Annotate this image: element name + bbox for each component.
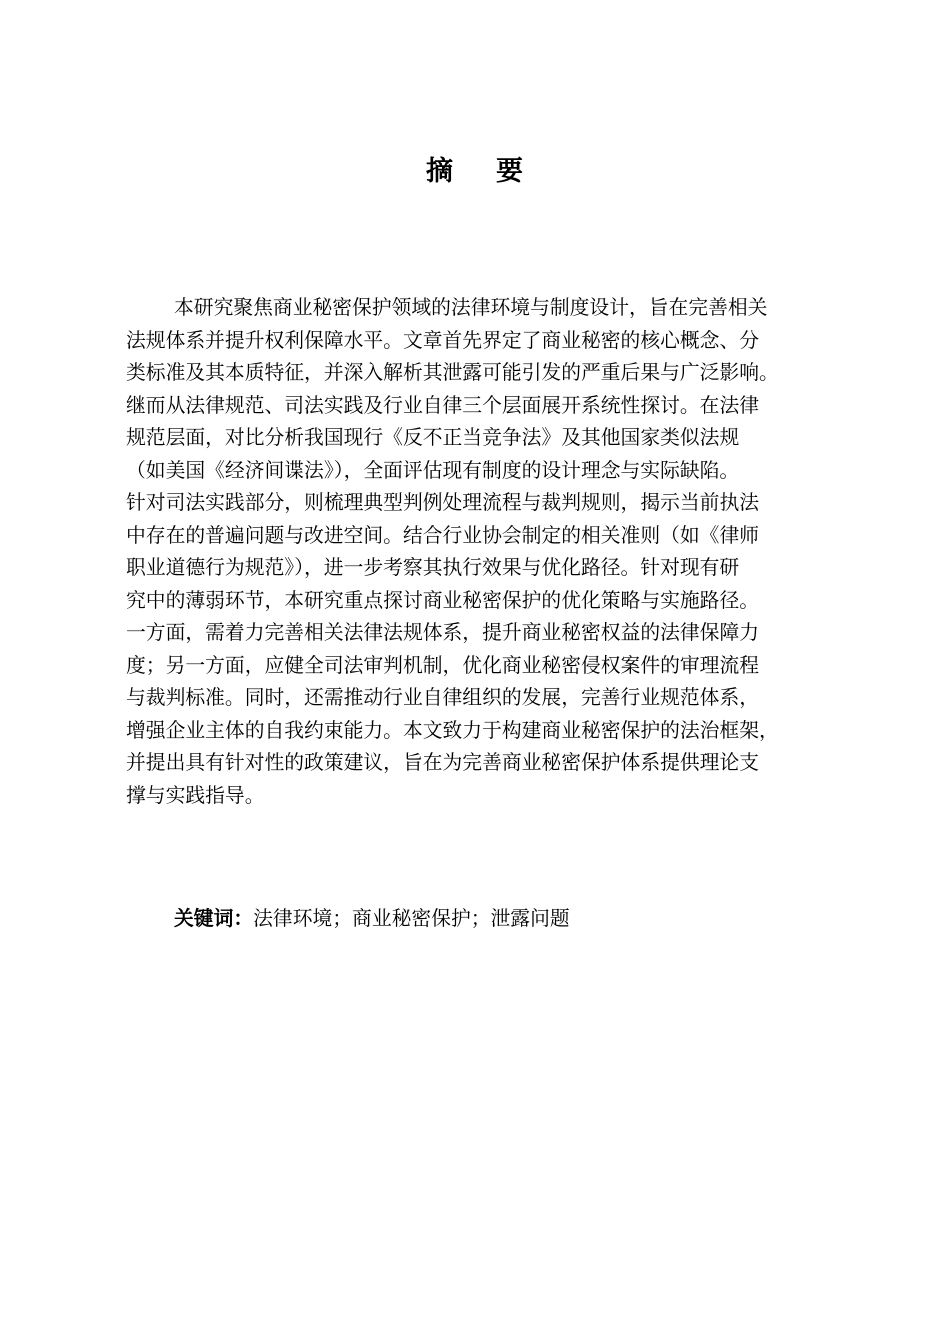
keywords-text: 法律环境；商业秘密保护；泄露问题 (253, 907, 570, 930)
abstract-line: 中存在的普遍问题与改进空间。结合行业协会制定的相关准则（如《律师 (126, 523, 760, 547)
abstract-line: 继而从法律规范、司法实践及行业自律三个层面展开系统性探讨。在法律 (126, 393, 760, 417)
abstract-line: 本研究聚焦商业秘密保护领域的法律环境与制度设计，旨在完善相关 (174, 296, 768, 319)
abstract-title-char-1: 摘 (426, 156, 454, 187)
abstract-line: 增强企业主体的自我约束能力。本文致力于构建商业秘密保护的法治框架， (126, 718, 779, 742)
abstract-line: 并提出具有针对性的政策建议，旨在为完善商业秘密保护体系提供理论支 (126, 751, 760, 774)
keywords-label: 关键词： (174, 907, 254, 930)
keywords-line (174, 902, 570, 936)
abstract-line: 撑与实践指导。 (126, 783, 265, 807)
abstract-line: 究中的薄弱环节，本研究重点探讨商业秘密保护的优化策略与实施路径。 (126, 588, 760, 612)
abstract-line: 一方面，需着力完善相关法律法规体系，提升商业秘密权益的法律保障力 (126, 621, 760, 644)
abstract-line: 针对司法实践部分，则梳理典型判例处理流程与裁判规则，揭示当前执法 (126, 491, 760, 514)
abstract-title-char-2: 要 (496, 156, 524, 187)
abstract-line: 类标准及其本质特征，并深入解析其泄露可能引发的严重后果与广泛影响。 (126, 361, 779, 384)
abstract-line: 规范层面，对比分析我国现行《反不正当竞争法》及其他国家类似法规 (126, 426, 740, 449)
abstract-line: 法规体系并提升权利保障水平。文章首先界定了商业秘密的核心概念、分 (126, 328, 760, 352)
abstract-line: （如美国《经济间谍法》），全面评估现有制度的设计理念与实际缺陷。 (126, 458, 740, 482)
abstract-body (126, 292, 866, 812)
abstract-line: 度；另一方面，应健全司法审判机制，优化商业秘密侵权案件的审理流程 (126, 653, 760, 677)
abstract-line: 与裁判标准。同时，还需推动行业自律组织的发展，完善行业规范体系， (126, 686, 760, 709)
abstract-title (0, 152, 950, 192)
abstract-line: 职业道德行为规范》），进一步考察其执行效果与优化路径。针对现有研 (126, 556, 740, 579)
